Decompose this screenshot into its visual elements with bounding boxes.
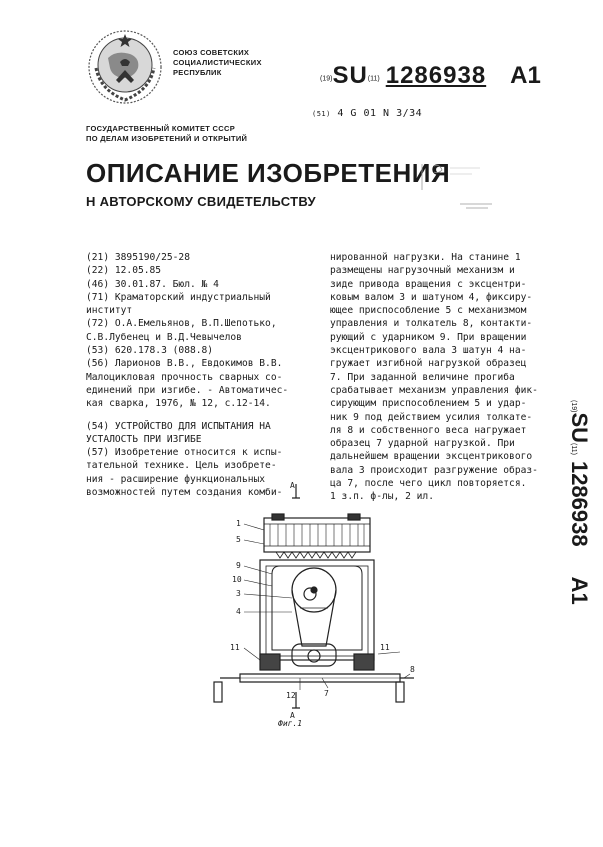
abstract-line: рующий с ударником 9. При вращении <box>330 331 527 343</box>
biblio-line: институт <box>86 305 133 317</box>
ipc-class <box>312 108 422 119</box>
biblio-line: (72) О.А.Емельянов, В.П.Шепотько, <box>86 318 277 330</box>
abstract-line: (57) Изобретение относится к испы- <box>86 447 283 459</box>
fig-label: 5 <box>236 535 241 544</box>
library-stamp-icon <box>420 160 500 214</box>
vertical-patent-number <box>552 400 592 690</box>
patent-kind: A1 <box>567 576 592 605</box>
biblio-line: (46) 30.01.87. Бюл. № 4 <box>86 278 219 290</box>
abstract-line: образец 7 ударной нагрузкой. При <box>330 438 515 450</box>
abstract-line: ния - расширение функциональных <box>86 473 266 485</box>
abstract-line: ца 7, после чего цикл повторяется. <box>330 478 527 490</box>
fig-label: 10 <box>232 575 242 584</box>
abstract-line: размещены нагрузочный механизм и <box>330 265 515 277</box>
committee-line: ПО ДЕЛАМ ИЗОБРЕТЕНИЙ И ОТКРЫТИЙ <box>86 134 248 143</box>
biblio-line: кая сварка, 1976, № 12, с.12-14. <box>86 398 271 410</box>
patent-kind: A1 <box>510 62 541 89</box>
technical-drawing <box>200 478 430 728</box>
abstract-line: зиде привода вращения с эксцентри- <box>330 278 527 290</box>
fig-label: 9 <box>236 561 241 570</box>
abstract-line: тательной технике. Цель изобрете- <box>86 460 277 472</box>
abstract-line: срабатывает механизм управления фик- <box>330 384 538 396</box>
fig-label: 12 <box>286 691 296 700</box>
abstract-line: 1 з.п. ф-лы, 2 ил. <box>330 491 434 503</box>
invention-title-line: (54) УСТРОЙСТВО ДЛЯ ИСПЫТАНИЯ НА <box>86 420 271 432</box>
country-code: SU <box>332 62 368 89</box>
left-column <box>86 251 288 499</box>
biblio-line: (71) Краматорский индустриальный <box>86 291 271 303</box>
country-code: SU <box>567 412 592 444</box>
abstract-line: эксцентрикового вала 3 шатун 4 на- <box>330 345 527 357</box>
code-11: (11) <box>570 443 577 455</box>
committee-name <box>86 124 247 144</box>
org-line: СОЦИАЛИСТИЧЕСКИХ <box>173 58 262 67</box>
abstract-line: нированной нагрузки. На станине 1 <box>330 252 521 263</box>
document-subtitle: Н АВТОРСКОМУ СВИДЕТЕЛЬСТВУ <box>86 194 316 209</box>
biblio-line: (53) 620.178.3 (088.8) <box>86 345 214 357</box>
abstract-line: ля 8 и собственного веса нагружает <box>330 424 527 436</box>
fig-label: 7 <box>324 689 329 698</box>
patent-number-value: 1286938 <box>385 62 487 89</box>
abstract-line: ник 9 под действием усилия толкате- <box>330 411 533 423</box>
org-name <box>173 48 262 78</box>
right-column <box>330 251 538 504</box>
patent-number <box>320 62 541 90</box>
biblio-line: (21) 3895190/25-28 <box>86 252 190 263</box>
biblio-line: (56) Ларионов В.В., Евдокимов В.В. <box>86 358 283 370</box>
biblio-line: Малоцикловая прочность сварных со- <box>86 371 283 383</box>
abstract-line: вала 3 происходит разгружение образ- <box>330 464 538 476</box>
abstract-line: дальнейшем вращении эксцентрикового <box>330 451 533 463</box>
fig-label: 3 <box>236 589 241 598</box>
abstract-line: ющее приспособление 5 с механизмом <box>330 305 527 317</box>
biblio-line: С.В.Лубенец и В.Д.Чевычелов <box>86 331 242 343</box>
fig-label: 4 <box>236 607 241 616</box>
fig-label: 11 <box>380 643 390 652</box>
org-line: РЕСПУБЛИК <box>173 68 222 77</box>
abstract-line: 7. При заданной величине прогиба <box>330 371 515 383</box>
document-title: ОПИСАНИЕ ИЗОБРЕТЕНИЯ <box>86 158 451 188</box>
fig-label: 8 <box>410 665 415 674</box>
org-line: СОЮЗ СОВЕТСКИХ <box>173 48 250 57</box>
patent-number-value: 1286938 <box>567 460 592 547</box>
code-51: (51) <box>312 110 331 118</box>
code-11: (11) <box>367 75 380 83</box>
figure-caption: Фиг.1 <box>278 719 303 728</box>
biblio-line: единений при изгибе. - Автоматичес- <box>86 384 289 396</box>
fig-label: 1 <box>236 519 241 528</box>
biblio-line: (22) 12.05.85 <box>86 265 162 277</box>
code-19: (19) <box>320 75 333 83</box>
abstract-line: гружает изгибной нагрузкой образец <box>330 358 527 370</box>
abstract-line: сирующим приспособлением 5 и удар- <box>330 398 527 410</box>
fig-label: А <box>290 711 295 720</box>
fig-label: А <box>290 481 295 490</box>
fig-label: 11 <box>230 643 240 652</box>
committee-line: ГОСУДАРСТВЕННЫЙ КОМИТЕТ СССР <box>86 124 235 133</box>
state-emblem-icon <box>86 28 164 106</box>
abstract-line: управления и толкатель 8, контакти- <box>330 318 533 330</box>
abstract-line: возможностей путем создания комби- <box>86 487 283 499</box>
abstract-line: ковым валом 3 и шатуном 4, фиксиру- <box>330 291 533 303</box>
ipc-class-value: 4 G 01 N 3/34 <box>337 108 423 119</box>
invention-title-line: УСТАЛОСТЬ ПРИ ИЗГИБЕ <box>86 433 202 445</box>
code-19: (19) <box>570 400 577 413</box>
